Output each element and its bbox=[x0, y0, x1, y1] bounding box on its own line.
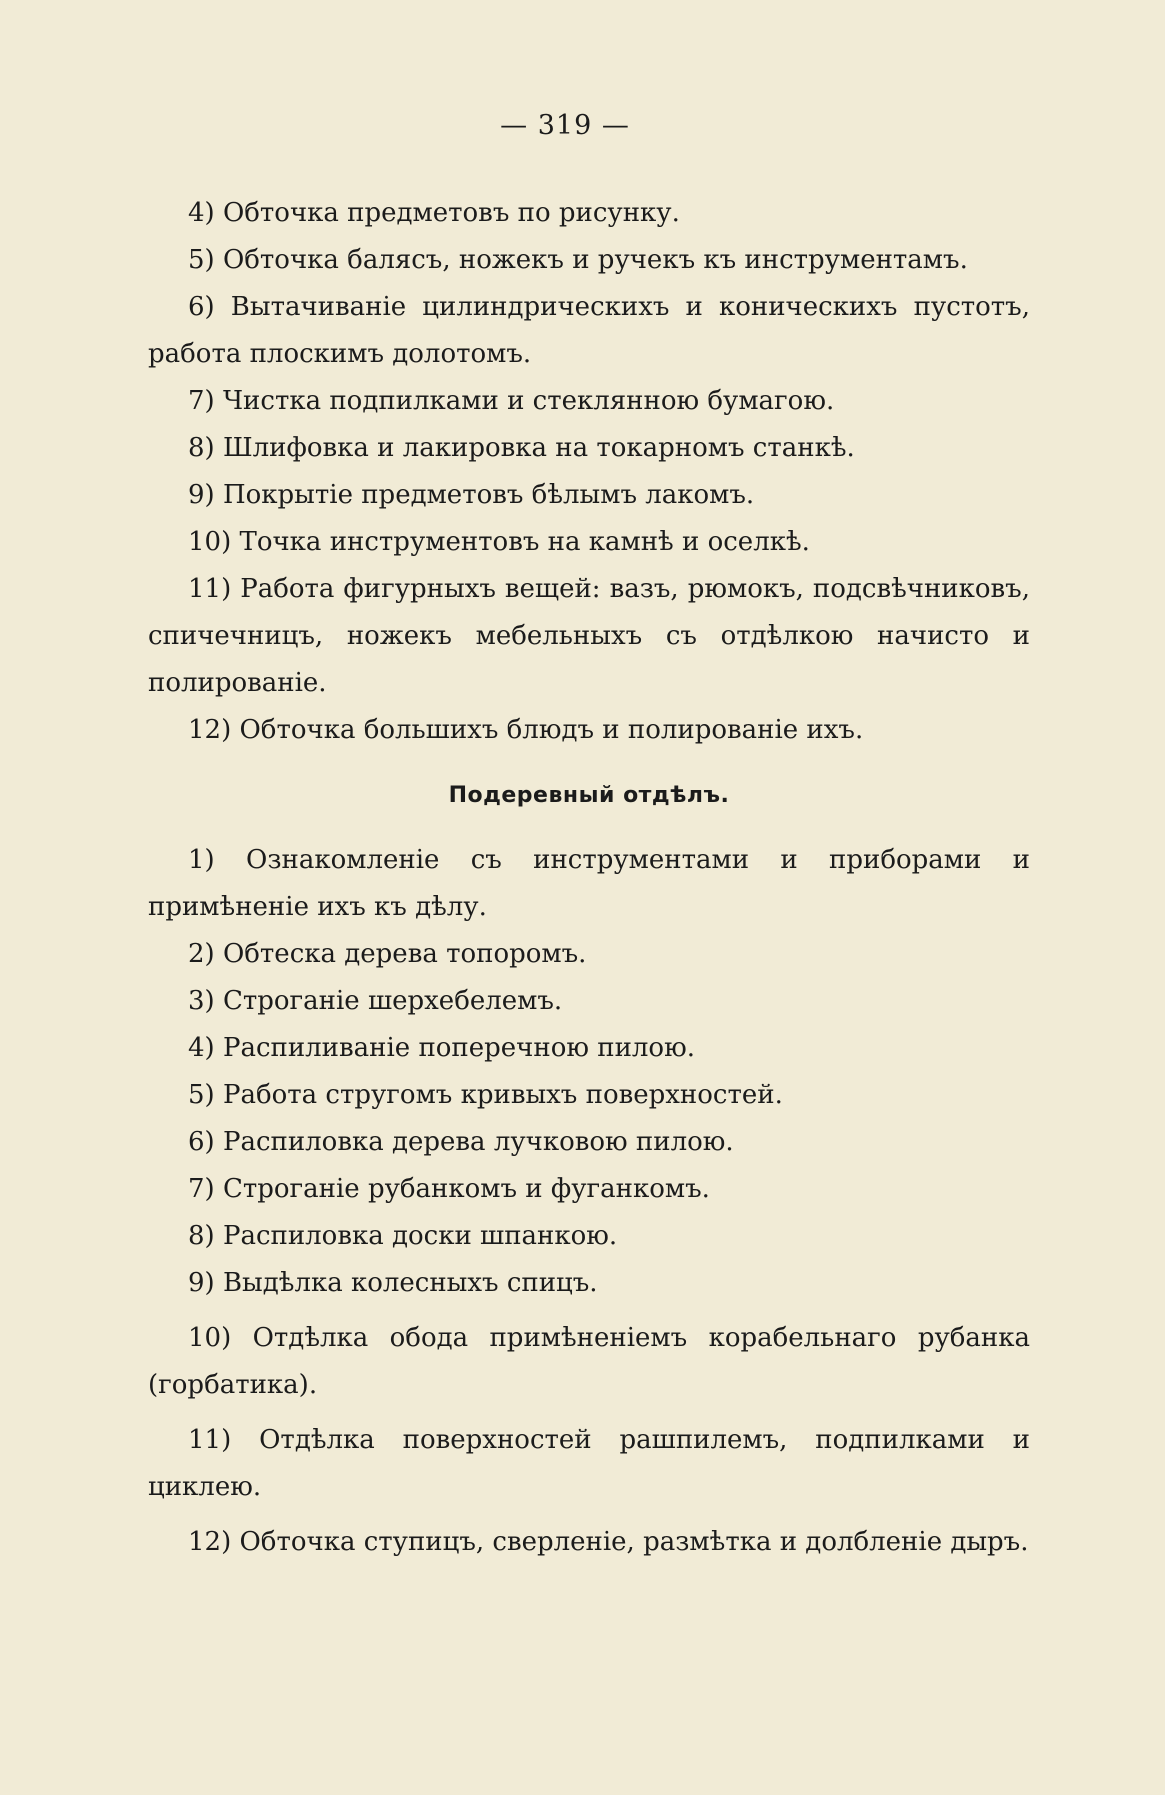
list-item: 8) Распиловка доски шпанкою. bbox=[188, 1221, 618, 1251]
list-item: 4) Распиливаніе поперечною пилою. bbox=[188, 1033, 695, 1063]
list-item: 8) Шлифовка и лакировка на токарномъ станкѣ. bbox=[188, 433, 855, 463]
list-item: 6) Распиловка дерева лучковою пилою. bbox=[188, 1127, 734, 1157]
list-item: 5) Работа стругомъ кривыхъ поверхностей. bbox=[188, 1080, 783, 1110]
text-body bbox=[148, 190, 1030, 1566]
list-item: 10) Отдѣлка обода примѣненіемъ корабельнаго рубанка (горбатика). bbox=[148, 1323, 1030, 1400]
list-item: 11) Работа фигурныхъ вещей: вазъ, рюмокъ, подсвѣчниковъ, спичечницъ, ножекъ мебельныхъ съ отдѣлкою начисто и полированіе. bbox=[148, 574, 1030, 698]
list-item: 12) Обточка ступицъ, сверленіе, размѣтка и долбленіе дыръ. bbox=[188, 1527, 1029, 1557]
list-item: 10) Точка инструментовъ на камнѣ и оселкѣ. bbox=[188, 527, 810, 557]
list-item: 7) Строганіе рубанкомъ и фуганкомъ. bbox=[188, 1174, 710, 1204]
list-item: 11) Отдѣлка поверхностей рашпилемъ, подпилками и циклею. bbox=[148, 1425, 1030, 1502]
list-item: 7) Чистка подпилками и стеклянною бумагою. bbox=[188, 386, 835, 416]
list-item: 4) Обточка предметовъ по рисунку. bbox=[188, 198, 680, 228]
list-item: 9) Выдѣлка колесныхъ спицъ. bbox=[188, 1268, 598, 1298]
list-item: 12) Обточка большихъ блюдъ и полированіе ихъ. bbox=[188, 715, 864, 745]
list-item: 9) Покрытіе предметовъ бѣлымъ лакомъ. bbox=[188, 480, 755, 510]
section-heading: Подеревный отдѣлъ. bbox=[448, 783, 730, 808]
list-item: 5) Обточка балясъ, ножекъ и ручекъ къ инструментамъ. bbox=[188, 245, 968, 275]
list-item: 1) Ознакомленіе съ инструментами и приборами и примѣненіе ихъ къ дѣлу. bbox=[148, 845, 1030, 922]
list-item: 6) Вытачиваніе цилиндрическихъ и коническихъ пустотъ, работа плоскимъ долотомъ. bbox=[148, 292, 1030, 369]
list-item: 2) Обтеска дерева топоромъ. bbox=[188, 939, 587, 969]
list-item: 3) Строганіе шерхебелемъ. bbox=[188, 986, 563, 1016]
page-number: — 319 — bbox=[500, 110, 630, 141]
